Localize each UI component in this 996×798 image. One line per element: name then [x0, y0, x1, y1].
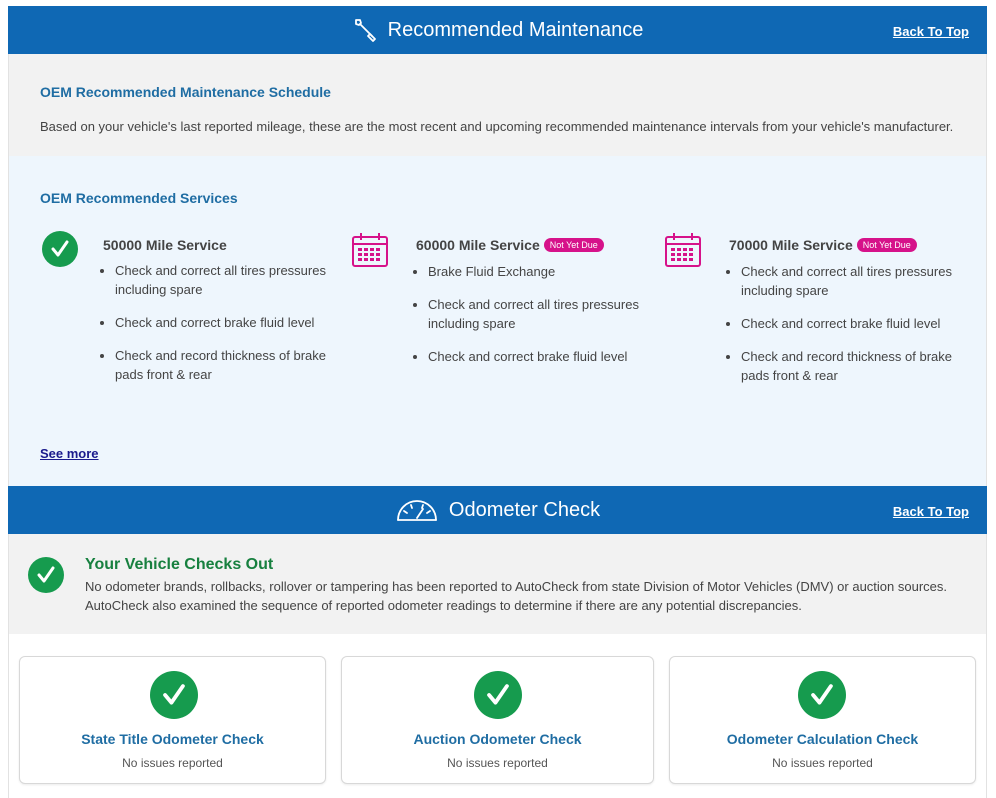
check-icon: [474, 671, 522, 719]
maintenance-back-to-top-link[interactable]: Back To Top: [892, 24, 969, 39]
status-text-line-1: No odometer brands, rollbacks, rollover or tampering has been reported to AutoCheck from state Division of Motor Vehicles (DMV) or auction sources.: [85, 579, 948, 594]
service-item-list: [725, 262, 969, 399]
state-title-odometer-card: [19, 656, 326, 784]
odometer-back-to-top-link[interactable]: Back To Top: [892, 504, 969, 519]
services-heading: OEM Recommended Services: [40, 190, 238, 206]
status-text-line-2: AutoCheck also examined the sequence of reported odometer readings to determine if there are any potential discrepancies.: [85, 598, 802, 613]
card-title: Auction Odometer Check: [413, 731, 582, 747]
service-title: 50000 Mile Service: [103, 237, 227, 253]
service-title: 60000 Mile Service Not Yet Due: [416, 237, 604, 253]
not-yet-due-badge: Not Yet Due: [857, 238, 917, 252]
auction-odometer-card: [341, 656, 654, 784]
card-title: State Title Odometer Check: [81, 731, 264, 747]
service-item: • Check and correct all tires pressures including spare: [428, 295, 656, 333]
odometer-calculation-card: [669, 656, 976, 784]
card-status: No issues reported: [447, 756, 548, 770]
service-item: • Check and correct all tires pressures including spare: [115, 261, 340, 299]
schedule-section: [9, 54, 986, 156]
calendar-icon: [664, 232, 702, 273]
check-icon: [42, 231, 78, 267]
service-item: • Brake Fluid Exchange: [428, 262, 656, 281]
check-icon: [150, 671, 198, 719]
see-more-link[interactable]: See more: [40, 446, 99, 461]
check-icon: [28, 557, 64, 593]
service-item-list: [412, 262, 656, 380]
not-yet-due-badge: Not Yet Due: [544, 238, 604, 252]
schedule-heading: OEM Recommended Maintenance Schedule: [40, 84, 331, 100]
service-item: • Check and correct brake fluid level: [428, 347, 656, 366]
odometer-title: Odometer Check: [448, 498, 601, 521]
odometer-banner: [8, 486, 987, 534]
service-item: • Check and correct all tires pressures including spare: [741, 262, 969, 300]
wrench-icon: [352, 17, 378, 43]
speedometer-icon: [395, 497, 439, 523]
maintenance-title: Recommended Maintenance: [387, 18, 644, 41]
service-item: • Check and correct brake fluid level: [741, 314, 969, 333]
check-icon: [798, 671, 846, 719]
maintenance-banner: [8, 6, 987, 54]
card-status: No issues reported: [772, 756, 873, 770]
service-item: • Check and record thickness of brake pads front & rear: [115, 346, 340, 384]
service-title: 70000 Mile Service Not Yet Due: [729, 237, 917, 253]
schedule-text: Based on your vehicle's last reported mileage, these are the most recent and upcoming recommended maintenance intervals from your vehicle's manufacturer.: [40, 119, 954, 134]
service-item: • Check and record thickness of brake pads front & rear: [741, 347, 969, 385]
calendar-icon: [351, 232, 389, 273]
service-item: • Check and correct brake fluid level: [115, 313, 340, 332]
card-title: Odometer Calculation Check: [726, 731, 919, 747]
card-status: No issues reported: [122, 756, 223, 770]
status-heading: Your Vehicle Checks Out: [85, 556, 274, 573]
service-item-list: [99, 261, 340, 398]
